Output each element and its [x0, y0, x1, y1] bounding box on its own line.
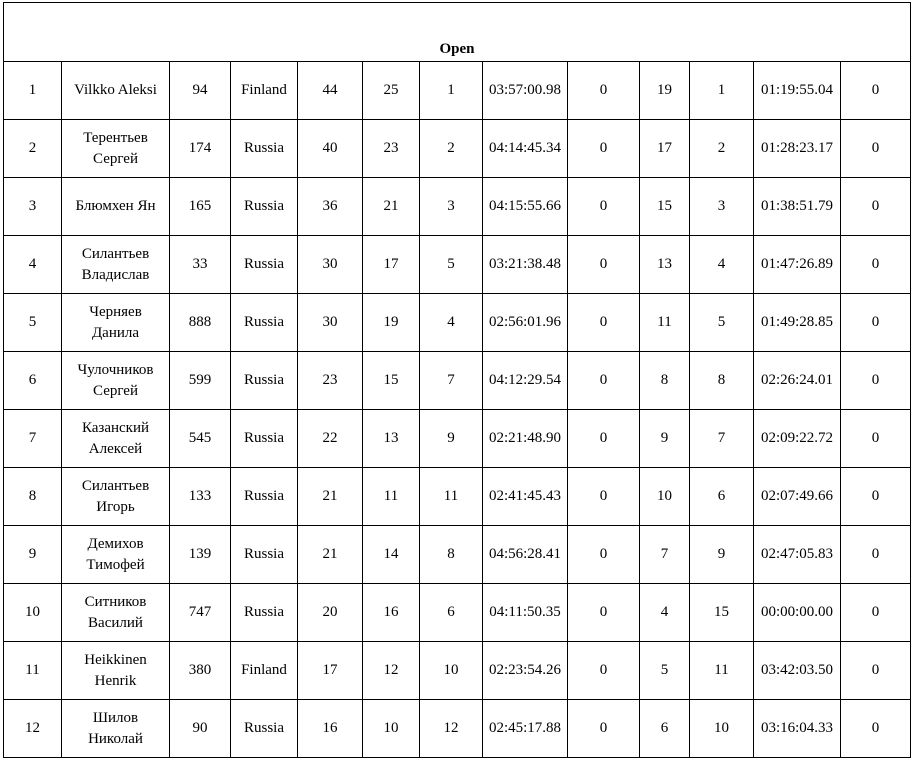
name-cell: Шилов Николай [62, 700, 170, 758]
score2-cell: 6 [640, 700, 690, 758]
time2-cell: 01:28:23.17 [754, 120, 841, 178]
time-cell: 02:23:54.26 [483, 642, 568, 700]
rank2-cell: 15 [690, 584, 754, 642]
points-cell: 30 [298, 236, 363, 294]
name-cell: Vilkko Aleksi [62, 62, 170, 120]
penalty2-cell: 0 [841, 468, 911, 526]
time2-cell: 01:38:51.79 [754, 178, 841, 236]
table-title: Open [4, 3, 911, 62]
points-cell: 30 [298, 294, 363, 352]
place-cell: 1 [4, 62, 62, 120]
points-cell: 21 [298, 468, 363, 526]
score2-cell: 17 [640, 120, 690, 178]
rank-cell: 9 [420, 410, 483, 468]
rank-cell: 8 [420, 526, 483, 584]
place-cell: 9 [4, 526, 62, 584]
penalty2-cell: 0 [841, 642, 911, 700]
rank2-cell: 10 [690, 700, 754, 758]
place-cell: 5 [4, 294, 62, 352]
results-document [3, 2, 911, 758]
results-body [4, 3, 911, 758]
penalty2-cell: 0 [841, 236, 911, 294]
points-cell: 22 [298, 410, 363, 468]
place-cell: 6 [4, 352, 62, 410]
count-cell: 14 [363, 526, 420, 584]
score2-cell: 10 [640, 468, 690, 526]
penalty2-cell: 0 [841, 410, 911, 468]
country-cell: Russia [231, 120, 298, 178]
penalty2-cell: 0 [841, 178, 911, 236]
time-cell: 02:56:01.96 [483, 294, 568, 352]
rank-cell: 11 [420, 468, 483, 526]
score2-cell: 15 [640, 178, 690, 236]
time-cell: 04:11:50.35 [483, 584, 568, 642]
time-cell: 03:57:00.98 [483, 62, 568, 120]
time-cell: 02:41:45.43 [483, 468, 568, 526]
bib-cell: 139 [170, 526, 231, 584]
penalty2-cell: 0 [841, 352, 911, 410]
penalty2-cell: 0 [841, 526, 911, 584]
score2-cell: 4 [640, 584, 690, 642]
name-cell: Демихов Тимофей [62, 526, 170, 584]
rank2-cell: 4 [690, 236, 754, 294]
place-cell: 7 [4, 410, 62, 468]
bib-cell: 380 [170, 642, 231, 700]
name-cell: Терентьев Сергей [62, 120, 170, 178]
name-cell: Силантьев Игорь [62, 468, 170, 526]
penalty-cell: 0 [568, 468, 640, 526]
time2-cell: 01:49:28.85 [754, 294, 841, 352]
table-row [4, 410, 911, 468]
name-cell: Ситников Василий [62, 584, 170, 642]
rank-cell: 2 [420, 120, 483, 178]
count-cell: 19 [363, 294, 420, 352]
points-cell: 16 [298, 700, 363, 758]
penalty-cell: 0 [568, 62, 640, 120]
penalty-cell: 0 [568, 410, 640, 468]
penalty-cell: 0 [568, 642, 640, 700]
count-cell: 21 [363, 178, 420, 236]
place-cell: 12 [4, 700, 62, 758]
count-cell: 13 [363, 410, 420, 468]
bib-cell: 545 [170, 410, 231, 468]
rank-cell: 12 [420, 700, 483, 758]
count-cell: 17 [363, 236, 420, 294]
table-row [4, 584, 911, 642]
score2-cell: 19 [640, 62, 690, 120]
table-row [4, 352, 911, 410]
penalty2-cell: 0 [841, 584, 911, 642]
rank2-cell: 2 [690, 120, 754, 178]
time2-cell: 03:42:03.50 [754, 642, 841, 700]
points-cell: 23 [298, 352, 363, 410]
penalty2-cell: 0 [841, 700, 911, 758]
country-cell: Russia [231, 468, 298, 526]
time2-cell: 02:07:49.66 [754, 468, 841, 526]
points-cell: 44 [298, 62, 363, 120]
score2-cell: 11 [640, 294, 690, 352]
rank2-cell: 7 [690, 410, 754, 468]
score2-cell: 5 [640, 642, 690, 700]
rank2-cell: 9 [690, 526, 754, 584]
bib-cell: 599 [170, 352, 231, 410]
name-cell: Силантьев Владислав [62, 236, 170, 294]
name-cell: Казанский Алексей [62, 410, 170, 468]
count-cell: 12 [363, 642, 420, 700]
place-cell: 11 [4, 642, 62, 700]
bib-cell: 888 [170, 294, 231, 352]
table-row [4, 120, 911, 178]
rank2-cell: 11 [690, 642, 754, 700]
time-cell: 04:15:55.66 [483, 178, 568, 236]
rank2-cell: 8 [690, 352, 754, 410]
rank-cell: 1 [420, 62, 483, 120]
table-row [4, 178, 911, 236]
country-cell: Russia [231, 526, 298, 584]
penalty-cell: 0 [568, 584, 640, 642]
country-cell: Russia [231, 410, 298, 468]
time2-cell: 02:47:05.83 [754, 526, 841, 584]
table-row [4, 62, 911, 120]
country-cell: Russia [231, 700, 298, 758]
time2-cell: 00:00:00.00 [754, 584, 841, 642]
time2-cell: 01:47:26.89 [754, 236, 841, 294]
penalty-cell: 0 [568, 700, 640, 758]
name-cell: Чулочников Сергей [62, 352, 170, 410]
time2-cell: 03:16:04.33 [754, 700, 841, 758]
time-cell: 04:56:28.41 [483, 526, 568, 584]
rank-cell: 4 [420, 294, 483, 352]
score2-cell: 9 [640, 410, 690, 468]
name-cell: Блюмхен Ян [62, 178, 170, 236]
bib-cell: 90 [170, 700, 231, 758]
time-cell: 02:45:17.88 [483, 700, 568, 758]
rank-cell: 3 [420, 178, 483, 236]
table-row [4, 236, 911, 294]
place-cell: 10 [4, 584, 62, 642]
place-cell: 2 [4, 120, 62, 178]
time-cell: 02:21:48.90 [483, 410, 568, 468]
name-cell: Heikkinen Henrik [62, 642, 170, 700]
count-cell: 23 [363, 120, 420, 178]
count-cell: 16 [363, 584, 420, 642]
bib-cell: 33 [170, 236, 231, 294]
penalty-cell: 0 [568, 352, 640, 410]
count-cell: 15 [363, 352, 420, 410]
country-cell: Finland [231, 62, 298, 120]
score2-cell: 7 [640, 526, 690, 584]
time2-cell: 02:09:22.72 [754, 410, 841, 468]
place-cell: 3 [4, 178, 62, 236]
penalty-cell: 0 [568, 178, 640, 236]
rank-cell: 7 [420, 352, 483, 410]
count-cell: 11 [363, 468, 420, 526]
penalty2-cell: 0 [841, 62, 911, 120]
penalty2-cell: 0 [841, 120, 911, 178]
rank-cell: 5 [420, 236, 483, 294]
count-cell: 10 [363, 700, 420, 758]
bib-cell: 174 [170, 120, 231, 178]
title-row [4, 3, 911, 62]
rank2-cell: 1 [690, 62, 754, 120]
score2-cell: 13 [640, 236, 690, 294]
name-cell: Черняев Данила [62, 294, 170, 352]
time-cell: 03:21:38.48 [483, 236, 568, 294]
time2-cell: 01:19:55.04 [754, 62, 841, 120]
bib-cell: 133 [170, 468, 231, 526]
penalty-cell: 0 [568, 526, 640, 584]
rank2-cell: 6 [690, 468, 754, 526]
country-cell: Russia [231, 294, 298, 352]
points-cell: 20 [298, 584, 363, 642]
rank2-cell: 3 [690, 178, 754, 236]
place-cell: 4 [4, 236, 62, 294]
time-cell: 04:14:45.34 [483, 120, 568, 178]
country-cell: Russia [231, 236, 298, 294]
country-cell: Russia [231, 178, 298, 236]
table-row [4, 526, 911, 584]
points-cell: 17 [298, 642, 363, 700]
table-row [4, 700, 911, 758]
bib-cell: 94 [170, 62, 231, 120]
rank2-cell: 5 [690, 294, 754, 352]
results-table [3, 2, 911, 758]
place-cell: 8 [4, 468, 62, 526]
points-cell: 21 [298, 526, 363, 584]
points-cell: 36 [298, 178, 363, 236]
penalty-cell: 0 [568, 294, 640, 352]
penalty-cell: 0 [568, 120, 640, 178]
bib-cell: 747 [170, 584, 231, 642]
time2-cell: 02:26:24.01 [754, 352, 841, 410]
country-cell: Russia [231, 352, 298, 410]
country-cell: Russia [231, 584, 298, 642]
score2-cell: 8 [640, 352, 690, 410]
table-row [4, 294, 911, 352]
rank-cell: 10 [420, 642, 483, 700]
table-row [4, 642, 911, 700]
penalty2-cell: 0 [841, 294, 911, 352]
time-cell: 04:12:29.54 [483, 352, 568, 410]
penalty-cell: 0 [568, 236, 640, 294]
rank-cell: 6 [420, 584, 483, 642]
table-row [4, 468, 911, 526]
bib-cell: 165 [170, 178, 231, 236]
count-cell: 25 [363, 62, 420, 120]
points-cell: 40 [298, 120, 363, 178]
country-cell: Finland [231, 642, 298, 700]
